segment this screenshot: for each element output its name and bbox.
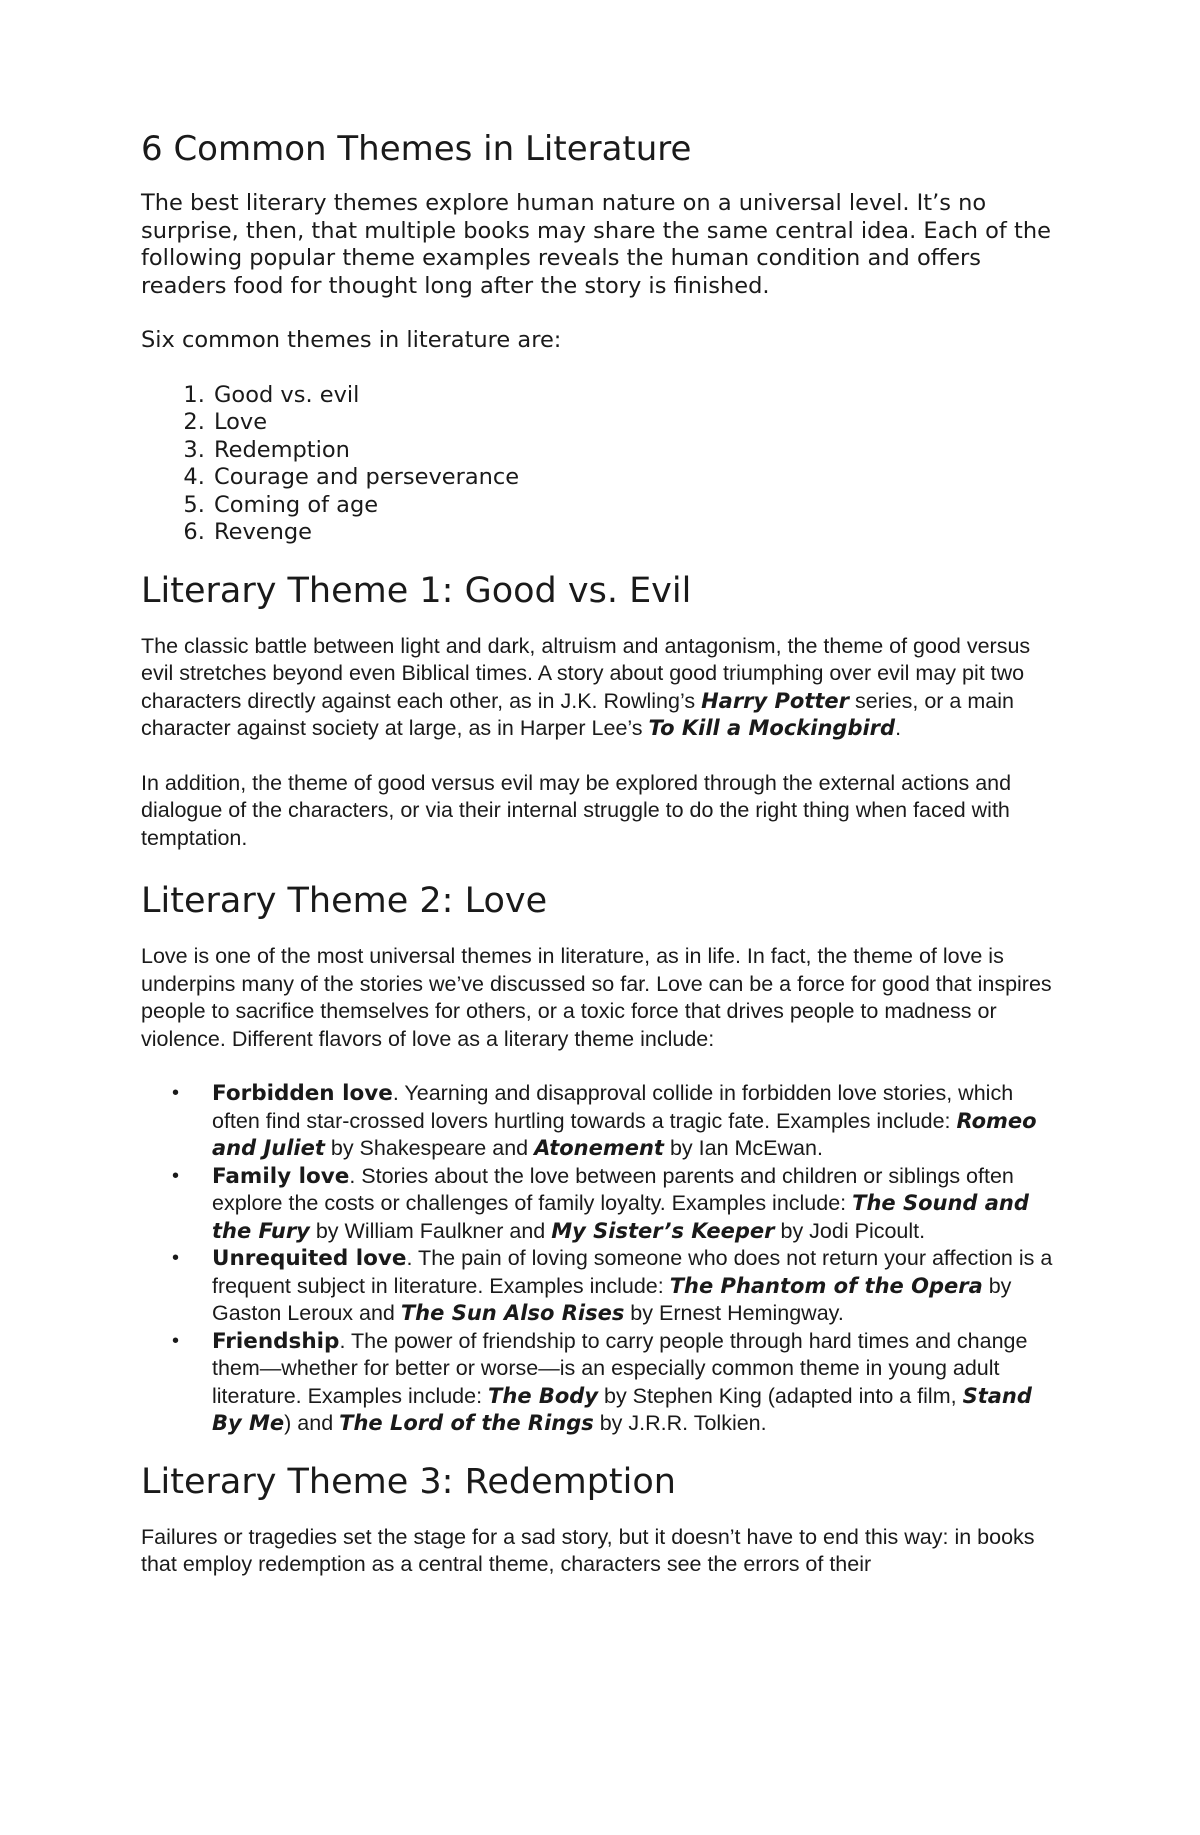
book-title: Romeo and Juliet <box>212 1108 1037 1160</box>
themes-list <box>141 382 1061 547</box>
list-term: Friendship <box>212 1328 340 1354</box>
section-heading-redemption: Literary Theme 3: Redemption <box>141 1461 676 1502</box>
book-title: Harry Potter <box>701 688 850 713</box>
list-text: by Stephen King (adapted into a film, <box>598 1383 963 1408</box>
good-vs-evil-paragraph-2: In addition, the theme of good versus evil may be explored through the external actions and dialogue of the characters, or via their internal struggle to do the right thing when faced with temptation. <box>141 770 1012 850</box>
document-page <box>141 128 1061 1606</box>
list-term: Unrequited love <box>212 1246 407 1271</box>
list-item: 1. Good vs. evil <box>212 382 1061 410</box>
bullet-icon: • <box>172 1164 180 1187</box>
book-title: The Phantom of the Opera <box>669 1273 983 1298</box>
paragraph-text: series, or a main character against society at large, as in Harper Lee’s <box>141 688 1014 740</box>
paragraph-text: The classic battle between light and dark, altruism and antagonism, the theme of good versus evil stretches beyond even Biblical times. A story about good triumphing over evil may pit two characters directly against each other, as in J.K. Rowling’s <box>141 633 1031 713</box>
book-title: To Kill a Mockingbird <box>648 716 896 740</box>
book-title: The Sun Also Rises <box>400 1301 625 1325</box>
list-text: . The pain of loving someone who does not return your affection is a frequent subject in literature. Examples include: <box>212 1246 1053 1298</box>
section-heading-good-vs-evil: Literary Theme 1: Good vs. Evil <box>141 570 692 611</box>
list-text: . Stories about the love between parents and children or siblings often explore the costs or challenges of family loyalty. Examples include: <box>212 1163 1014 1215</box>
bullet-icon: • <box>172 1329 180 1352</box>
themes-list-lead: Six common themes in literature are: <box>141 327 562 353</box>
list-text: by Ernest Hemingway. <box>624 1301 844 1325</box>
list-item <box>172 1080 1061 1163</box>
list-text: by William Faulkner and <box>309 1218 552 1243</box>
book-title: The Body <box>488 1383 599 1408</box>
bullet-icon: • <box>172 1247 180 1269</box>
list-item <box>172 1245 1061 1328</box>
list-item: 5. Coming of age <box>212 492 1061 520</box>
list-item <box>172 1328 1061 1438</box>
list-text: by Gaston Leroux and <box>212 1273 1012 1325</box>
list-term: Family love <box>212 1163 350 1189</box>
list-item: 3. Redemption <box>212 437 1061 465</box>
redemption-paragraph-1: Failures or tragedies set the stage for a sad story, but it doesn’t have to end this way: in books that employ redemption as a central theme, characters see the errors of their <box>141 1524 1035 1576</box>
list-item: 6. Revenge <box>212 519 1061 547</box>
list-text: . The power of friendship to carry people through hard times and change them—whether for better or worse—is an especially common theme in young adult literature. Examples include: <box>212 1328 1028 1408</box>
list-item <box>172 1163 1061 1246</box>
intro-paragraph: The best literary themes explore human nature on a universal level. It’s no surprise, then, that multiple books may share the same central idea. Each of the following popular theme examples reveals the human condition and offers readers food for thought long after the story is finished. <box>141 190 1051 299</box>
book-title: The Lord of the Rings <box>339 1411 594 1435</box>
list-text: by Shakespeare and <box>324 1136 535 1160</box>
list-text: by Ian McEwan. <box>663 1136 823 1160</box>
paragraph-text: . <box>895 716 902 740</box>
list-text: ) and <box>284 1411 340 1435</box>
list-text: by Jodi Picoult. <box>774 1218 926 1243</box>
bullet-icon: • <box>172 1082 180 1104</box>
list-term: Forbidden love <box>212 1081 393 1106</box>
book-title: Stand By Me <box>212 1383 1032 1435</box>
book-title: The Sound and the Fury <box>212 1191 1029 1243</box>
book-title: My Sister’s Keeper <box>551 1218 775 1243</box>
love-types-list <box>141 1080 1061 1438</box>
section-heading-love: Literary Theme 2: Love <box>141 881 548 921</box>
list-item: 4. Courage and perseverance <box>212 464 1061 492</box>
list-text: by J.R.R. Tolkien. <box>593 1411 767 1435</box>
love-paragraph-1: Love is one of the most universal themes in literature, as in life. In fact, the theme of love is underpins many of the stories we’ve discussed so far. Love can be a force for good that inspires people to sacrifice themselves for others, or a toxic force that drives people to madness or violence. Different flavors of love as a literary theme include: <box>141 944 1052 1051</box>
list-text: . Yearning and disapproval collide in forbidden love stories, which often find star-crossed lovers hurtling towards a tragic fate. Examples include: <box>212 1081 1014 1133</box>
list-item: 2. Love <box>212 409 1061 437</box>
page-title: 6 Common Themes in Literature <box>141 129 692 169</box>
good-vs-evil-paragraph-1 <box>141 633 1061 743</box>
book-title: Atonement <box>534 1136 664 1160</box>
